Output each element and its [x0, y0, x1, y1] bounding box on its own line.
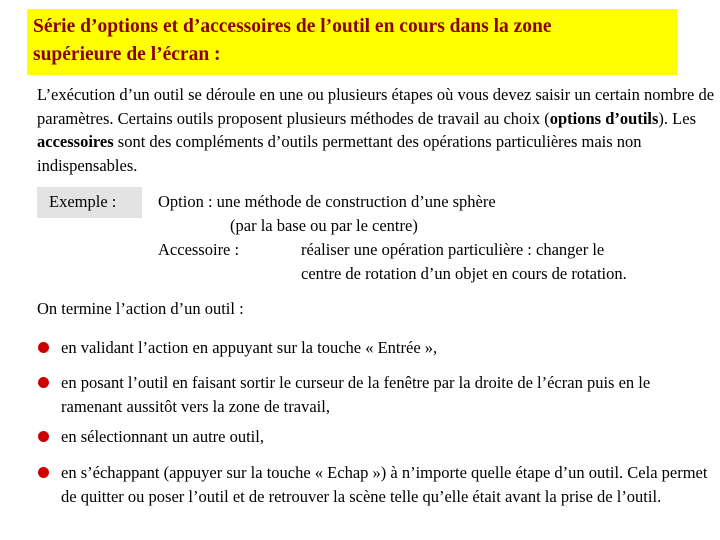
- slide-title: [33, 13, 683, 69]
- title-line-1: Série d’options et d’accessoires de l’outil en cours dans la zone: [33, 16, 552, 37]
- bullet-item-1: en validant l’action en appuyant sur la touche « Entrée »,: [61, 338, 438, 357]
- bullet-item-3: en sélectionnant un autre outil,: [61, 427, 264, 446]
- example-label: Exemple :: [49, 192, 117, 211]
- bullet-icon: [38, 431, 49, 442]
- bullet-item-2: en posant l’outil en faisant sortir le curseur de la fenêtre par la droite de l’écran puis en le ramenant aussitôt vers la zone de travail,: [61, 373, 651, 416]
- intro-bold-options: options d’outils: [549, 108, 659, 128]
- bullet-icon: [38, 342, 49, 353]
- title-line-2: supérieure de l’écran :: [33, 44, 221, 65]
- terminer-heading: On termine l’action d’un outil :: [37, 299, 244, 318]
- bullet-icon: [38, 467, 49, 478]
- bullet-item-4: en s’échappant (appuyer sur la touche « Echap ») à n’importe quelle étape d’un outil. Cela permet de quitter ou poser l’outil et de retrouver la scène telle qu’elle était avant la prise de l’outil.: [61, 463, 708, 506]
- example-option-line-1: Option : une méthode de construction d’une sphère: [158, 192, 496, 211]
- intro-bold-accessoires: accessoires: [37, 132, 114, 151]
- example-option-line-2: (par la base ou par le centre): [230, 216, 418, 235]
- intro-paragraph: [37, 83, 717, 177]
- intro-text-3: sont des compléments d’outils permettant des opérations particulières mais non indispensables.: [37, 132, 642, 175]
- example-accessoire-label: Accessoire :: [158, 240, 240, 259]
- bullet-icon: [38, 377, 49, 388]
- intro-text-1: L’exécution d’un outil se déroule en une ou plusieurs étapes où vous devez saisir un certain nombre de paramètres. Certains outils proposent plusieurs méthodes de travail au choix (: [37, 85, 715, 128]
- intro-text-2: ). Les: [658, 108, 696, 128]
- example-accessoire-line-1: réaliser une opération particulière : changer le: [301, 240, 605, 259]
- example-accessoire-line-2: centre de rotation d’un objet en cours de rotation.: [301, 264, 627, 283]
